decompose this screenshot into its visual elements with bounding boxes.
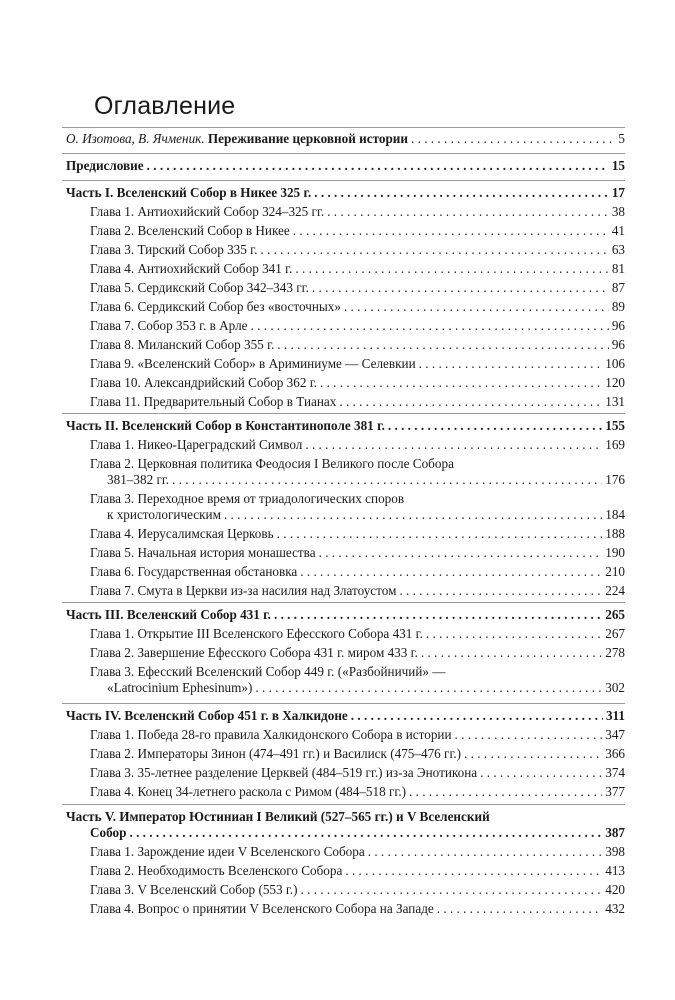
- dot-leader: [388, 418, 602, 434]
- toc-entry-chapter[interactable]: [90, 299, 625, 315]
- intro-title: Переживание церковной истории: [207, 131, 409, 146]
- page-title: Оглавление: [94, 92, 236, 120]
- entry-label: Глава 1. Открытие III Вселенского Ефесского Собора 431 г.: [90, 626, 423, 641]
- entry-label: Глава 1. Антиохийский Собор 324–325 гг.: [90, 204, 325, 219]
- dot-leader: [409, 784, 602, 800]
- page-number: 420: [605, 882, 625, 897]
- entry-label: Глава 11. Предварительный Собор в Тианах: [90, 394, 337, 409]
- page-number: 120: [605, 375, 625, 390]
- page-number: 15: [611, 158, 625, 173]
- toc-entry-chapter[interactable]: [90, 242, 625, 258]
- toc-entry-chapter-cont[interactable]: [107, 507, 625, 523]
- toc-entry-chapter[interactable]: [90, 882, 625, 898]
- dot-leader: [255, 680, 602, 696]
- dot-leader: [351, 708, 603, 724]
- page-number: 267: [605, 626, 625, 641]
- divider: [62, 602, 625, 603]
- entry-label: Предисловие: [66, 158, 144, 173]
- page-number: 302: [605, 680, 625, 695]
- toc-entry-chapter[interactable]: [90, 204, 625, 220]
- toc-entry-chapter[interactable]: [90, 491, 625, 507]
- dot-leader: [147, 158, 609, 174]
- dot-leader: [480, 765, 602, 781]
- toc-entry-chapter[interactable]: [90, 863, 625, 879]
- dot-leader: [339, 394, 602, 410]
- intro-authors: О. Изотова, В. Ячменик.: [66, 131, 205, 146]
- page-number: 188: [605, 526, 625, 541]
- dot-leader: [260, 242, 608, 258]
- page-number: 374: [605, 765, 625, 780]
- entry-label: Глава 2. Церковная политика Феодосия I Великого после Собора: [90, 456, 454, 471]
- page-number: 347: [605, 727, 625, 742]
- toc-entry-chapter[interactable]: [90, 645, 625, 661]
- entry-label: Часть III. Вселенский Собор 431 г.: [66, 607, 271, 622]
- divider: [62, 153, 625, 154]
- entry-label: Глава 2. Императоры Зинон (474–491 гг.) и Василиск (475–476 гг.): [90, 746, 462, 761]
- page-number: 96: [611, 337, 625, 352]
- entry-label: Глава 3. Тирский Собор 335 г.: [90, 242, 258, 257]
- dot-leader: [301, 882, 603, 898]
- toc-entry-chapter[interactable]: [90, 375, 625, 391]
- dot-leader: [345, 863, 602, 879]
- entry-label: Часть V. Император Юстиниан I Великий (527–565 гг.) и V Вселенский: [66, 809, 490, 824]
- toc-entry-part[interactable]: [66, 418, 625, 434]
- entry-label: Глава 7. Собор 353 г. в Арле: [90, 318, 248, 333]
- page-number: 398: [605, 844, 625, 859]
- entry-label: Глава 4. Конец 34-летнего раскола с Римом (484–518 гг.): [90, 784, 407, 799]
- toc-entry-chapter[interactable]: [90, 318, 625, 334]
- toc-entry-chapter[interactable]: [90, 394, 625, 410]
- toc-entry-chapter[interactable]: [90, 545, 625, 561]
- toc-entry-chapter[interactable]: [90, 280, 625, 296]
- divider: [62, 127, 625, 128]
- toc-entry-chapter[interactable]: [90, 456, 625, 472]
- dot-leader: [224, 507, 602, 523]
- page-number: 366: [605, 746, 625, 761]
- dot-leader: [464, 746, 602, 762]
- dot-leader: [320, 375, 602, 391]
- toc-entry-chapter[interactable]: [90, 844, 625, 860]
- page-number: 190: [605, 545, 625, 560]
- page-number: 184: [605, 507, 625, 522]
- page-number: 96: [611, 318, 625, 333]
- dot-leader: [327, 204, 609, 220]
- page-number: 176: [605, 472, 625, 487]
- entry-label: Часть I. Вселенский Собор в Никее 325 г.: [66, 185, 312, 200]
- dot-leader: [172, 472, 602, 488]
- dot-leader: [426, 626, 602, 642]
- toc-entry-part-cont[interactable]: [90, 825, 625, 841]
- page-number: 413: [605, 863, 625, 878]
- toc-entry-part[interactable]: [66, 185, 625, 201]
- divider: [62, 180, 625, 181]
- page-number: 38: [611, 204, 625, 219]
- toc-entry-chapter[interactable]: [90, 784, 625, 800]
- entry-label: Глава 1. Победа 28-го правила Халкидонского Собора в истории: [90, 727, 452, 742]
- entry-label: Глава 4. Антиохийский Собор 341 г.: [90, 261, 293, 276]
- dot-leader: [251, 318, 609, 334]
- dot-leader: [411, 131, 615, 147]
- dot-leader: [305, 437, 602, 453]
- entry-label: «Latrocinium Ephesinum»): [107, 680, 253, 695]
- entry-label: Глава 2. Завершение Ефесского Собора 431 г. миром 433 г.: [90, 645, 418, 660]
- dot-leader: [129, 825, 602, 841]
- dot-leader: [455, 727, 603, 743]
- dot-leader: [300, 564, 602, 580]
- page-number: 87: [611, 280, 625, 295]
- page-number: 131: [605, 394, 625, 409]
- dot-leader: [437, 901, 602, 917]
- page-number: 81: [611, 261, 625, 276]
- dot-leader: [295, 261, 608, 277]
- toc-entry-chapter[interactable]: [90, 526, 625, 542]
- page-number: 210: [605, 564, 625, 579]
- entry-label: Глава 9. «Вселенский Собор» в Ариминиуме — Селевкии: [90, 356, 416, 371]
- entry-label: Глава 5. Начальная история монашества: [90, 545, 316, 560]
- toc-entry-chapter[interactable]: [90, 337, 625, 353]
- dot-leader: [274, 607, 602, 623]
- dot-leader: [399, 583, 602, 599]
- page-number: 106: [605, 356, 625, 371]
- page-number: 224: [605, 583, 625, 598]
- entry-label: Глава 4. Иерусалимская Церковь: [90, 526, 274, 541]
- entry-label: Глава 3. 35-летнее разделение Церквей (484–519 гг.) из-за Энотикона: [90, 765, 478, 780]
- entry-label: Глава 5. Сердикский Собор 342–343 гг.: [90, 280, 309, 295]
- entry-label: Глава 1. Никео-Цареградский Символ: [90, 437, 303, 452]
- page-number: 63: [611, 242, 625, 257]
- page-number: 17: [611, 185, 625, 200]
- dot-leader: [277, 337, 609, 353]
- dot-leader: [368, 844, 602, 860]
- dot-leader: [293, 223, 609, 239]
- page-number: 5: [618, 131, 625, 146]
- entry-label: к христологическим: [107, 507, 221, 522]
- toc-entry-chapter[interactable]: [90, 901, 625, 917]
- dot-leader: [312, 280, 609, 296]
- toc-entry-chapter-cont[interactable]: [107, 680, 625, 696]
- toc-entry-part[interactable]: [66, 607, 625, 623]
- divider: [62, 703, 625, 704]
- divider: [62, 804, 625, 805]
- page-number: 169: [605, 437, 625, 452]
- entry-label: Глава 3. Переходное время от триадологических споров: [90, 491, 405, 506]
- page-number: 41: [611, 223, 625, 238]
- entry-label: Глава 6. Сердикский Собор без «восточных»: [90, 299, 341, 314]
- entry-label: 381–382 гг.: [107, 472, 170, 487]
- page-number: 155: [605, 418, 625, 433]
- dot-leader: [421, 645, 602, 661]
- toc-entry-chapter[interactable]: [90, 261, 625, 277]
- toc-entry-chapter[interactable]: [90, 356, 625, 372]
- toc-entry-chapter[interactable]: [90, 564, 625, 580]
- page-number: 311: [605, 708, 625, 723]
- toc-entry-chapter[interactable]: [90, 437, 625, 453]
- entry-label: Глава 10. Александрийский Собор 362 г.: [90, 375, 317, 390]
- divider: [62, 413, 625, 414]
- page-number: 89: [611, 299, 625, 314]
- toc-entry-intro[interactable]: [66, 131, 625, 147]
- toc-entry-chapter[interactable]: [90, 765, 625, 781]
- dot-leader: [277, 526, 603, 542]
- entry-label: Глава 7. Смута в Церкви из-за насилия над Златоустом: [90, 583, 397, 598]
- page-number: 278: [605, 645, 625, 660]
- entry-label: Глава 2. Необходимость Вселенского Собора: [90, 863, 343, 878]
- entry-label: Глава 3. V Вселенский Собор (553 г.): [90, 882, 298, 897]
- toc-entry-chapter[interactable]: [90, 746, 625, 762]
- toc-entry-chapter[interactable]: [90, 583, 625, 599]
- toc-entry-chapter[interactable]: [90, 664, 625, 680]
- entry-label: Глава 2. Вселенский Собор в Никее: [90, 223, 290, 238]
- toc-entry-chapter[interactable]: [90, 626, 625, 642]
- toc-entry-part[interactable]: [66, 809, 625, 825]
- entry-label: Глава 8. Миланский Собор 355 г.: [90, 337, 275, 352]
- toc-entry-chapter[interactable]: [90, 727, 625, 743]
- entry-label: Собор: [90, 825, 127, 840]
- dot-leader: [344, 299, 609, 315]
- page-number: 432: [605, 901, 625, 916]
- toc-entry-part[interactable]: [66, 708, 625, 724]
- page-number: 265: [605, 607, 625, 622]
- toc-entry-chapter[interactable]: [90, 223, 625, 239]
- entry-label: Глава 3. Ефесский Вселенский Собор 449 г. («Разбойничий» —: [90, 664, 446, 679]
- toc-entry-chapter-cont[interactable]: [107, 472, 625, 488]
- entry-label: Часть II. Вселенский Собор в Константинополе 381 г.: [66, 418, 385, 433]
- entry-label: Часть IV. Вселенский Собор 451 г. в Халкидоне: [66, 708, 348, 723]
- dot-leader: [419, 356, 603, 372]
- dot-leader: [314, 185, 609, 201]
- page-number: 387: [605, 825, 625, 840]
- toc-entry-preface[interactable]: [66, 158, 625, 174]
- entry-label: Глава 6. Государственная обстановка: [90, 564, 298, 579]
- entry-label: Глава 1. Зарождение идеи V Вселенского Собора: [90, 844, 365, 859]
- dot-leader: [319, 545, 603, 561]
- entry-label: Глава 4. Вопрос о принятии V Вселенского Собора на Западе: [90, 901, 434, 916]
- page-number: 377: [605, 784, 625, 799]
